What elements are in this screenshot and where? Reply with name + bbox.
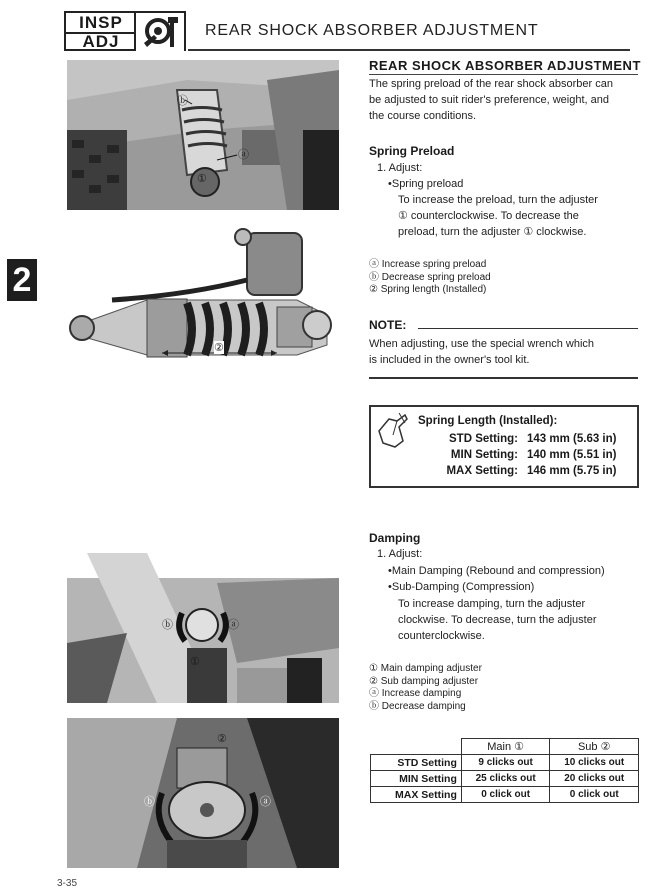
header-divider — [188, 49, 630, 51]
callout-1: ① — [190, 656, 200, 668]
damping-bullets: •Main Damping (Rebound and compression) •Sub-Damping (Compression) — [388, 565, 605, 593]
spec-max-value: 146 mm (5.75 in) — [527, 465, 617, 477]
spring-preload-step: 1. Adjust: — [377, 162, 423, 174]
damping-body: To increase damping, turn the adjuster clockwise. To decrease, turn the adjuster counterclockwise. — [398, 598, 597, 642]
spring-preload-bullet: •Spring preload — [388, 178, 464, 190]
tag-insp: INSP — [66, 13, 136, 34]
spec-min-value: 140 mm (5.51 in) — [527, 449, 617, 461]
spec-std-value: 143 mm (5.63 in) — [527, 433, 617, 445]
spec-std-label: STD Setting: — [449, 433, 518, 445]
callout-2: ② — [214, 342, 224, 354]
note-text: When adjusting, use the special wrench which is included in the owner's tool kit. — [369, 338, 595, 366]
table-header-blank — [371, 739, 462, 755]
table-header-main: Main ① — [461, 739, 550, 755]
spring-preload-legend: ⓐ Increase spring preload ⓑ Decrease spring preload ② Spring length (Installed) — [369, 259, 491, 295]
table-row: STD Setting 9 clicks out 10 clicks out — [371, 755, 639, 771]
tag-adj: ADJ — [82, 32, 120, 51]
intro-paragraph: The spring preload of the rear shock absorber can be adjusted to suit rider's preference, weight, and the course conditions. — [369, 78, 613, 122]
damping-legend: ① Main damping adjuster ② Sub damping adjuster ⓐ Increase damping ⓑ Decrease damping — [369, 663, 482, 712]
note-label: NOTE: — [369, 318, 407, 332]
callout-b: ⓑ — [144, 796, 155, 808]
wrench-icon — [136, 11, 186, 51]
photo-sub-damping-adjuster — [67, 718, 339, 868]
section-tag — [64, 11, 136, 51]
spring-preload-heading: Spring Preload — [369, 144, 455, 158]
photo-shock-mounted — [67, 60, 339, 210]
callout-a: ⓐ — [228, 619, 239, 631]
callout-1: ① — [197, 173, 207, 185]
photo-main-damping-adjuster — [67, 553, 339, 703]
photo-shock-unit — [67, 225, 339, 375]
section-title-rule — [369, 74, 638, 75]
callout-a: ⓐ — [260, 796, 271, 808]
spring-preload-body: To increase the preload, turn the adjuster ① counterclockwise. To decrease the preload, turn the adjuster ① clockwise. — [398, 194, 598, 238]
section-title: REAR SHOCK ABSORBER ADJUSTMENT — [369, 58, 641, 73]
spec-max-label: MAX Setting: — [446, 465, 518, 477]
table-header-row — [371, 739, 639, 755]
note-rule — [418, 328, 638, 329]
table-row: MIN Setting 25 clicks out 20 clicks out — [371, 771, 639, 787]
callout-b: ⓑ — [177, 95, 188, 107]
spring-length-spec-box — [369, 405, 639, 488]
table-row: MAX Setting 0 click out 0 click out — [371, 787, 639, 803]
spec-hand-icon — [375, 411, 411, 456]
chapter-tab: 2 — [7, 259, 37, 301]
page-title: REAR SHOCK ABSORBER ADJUSTMENT — [205, 22, 539, 39]
damping-table — [370, 738, 639, 803]
callout-2: ② — [217, 733, 227, 745]
damping-heading: Damping — [369, 531, 421, 545]
table-header-sub: Sub ② — [550, 739, 639, 755]
page-number: 3-35 — [57, 878, 78, 889]
note-end-rule — [369, 377, 638, 379]
damping-step: 1. Adjust: — [377, 548, 423, 560]
spec-title: Spring Length (Installed): — [418, 415, 558, 427]
callout-b: ⓑ — [162, 619, 173, 631]
callout-a: ⓐ — [238, 149, 249, 161]
spec-min-label: MIN Setting: — [450, 449, 518, 461]
